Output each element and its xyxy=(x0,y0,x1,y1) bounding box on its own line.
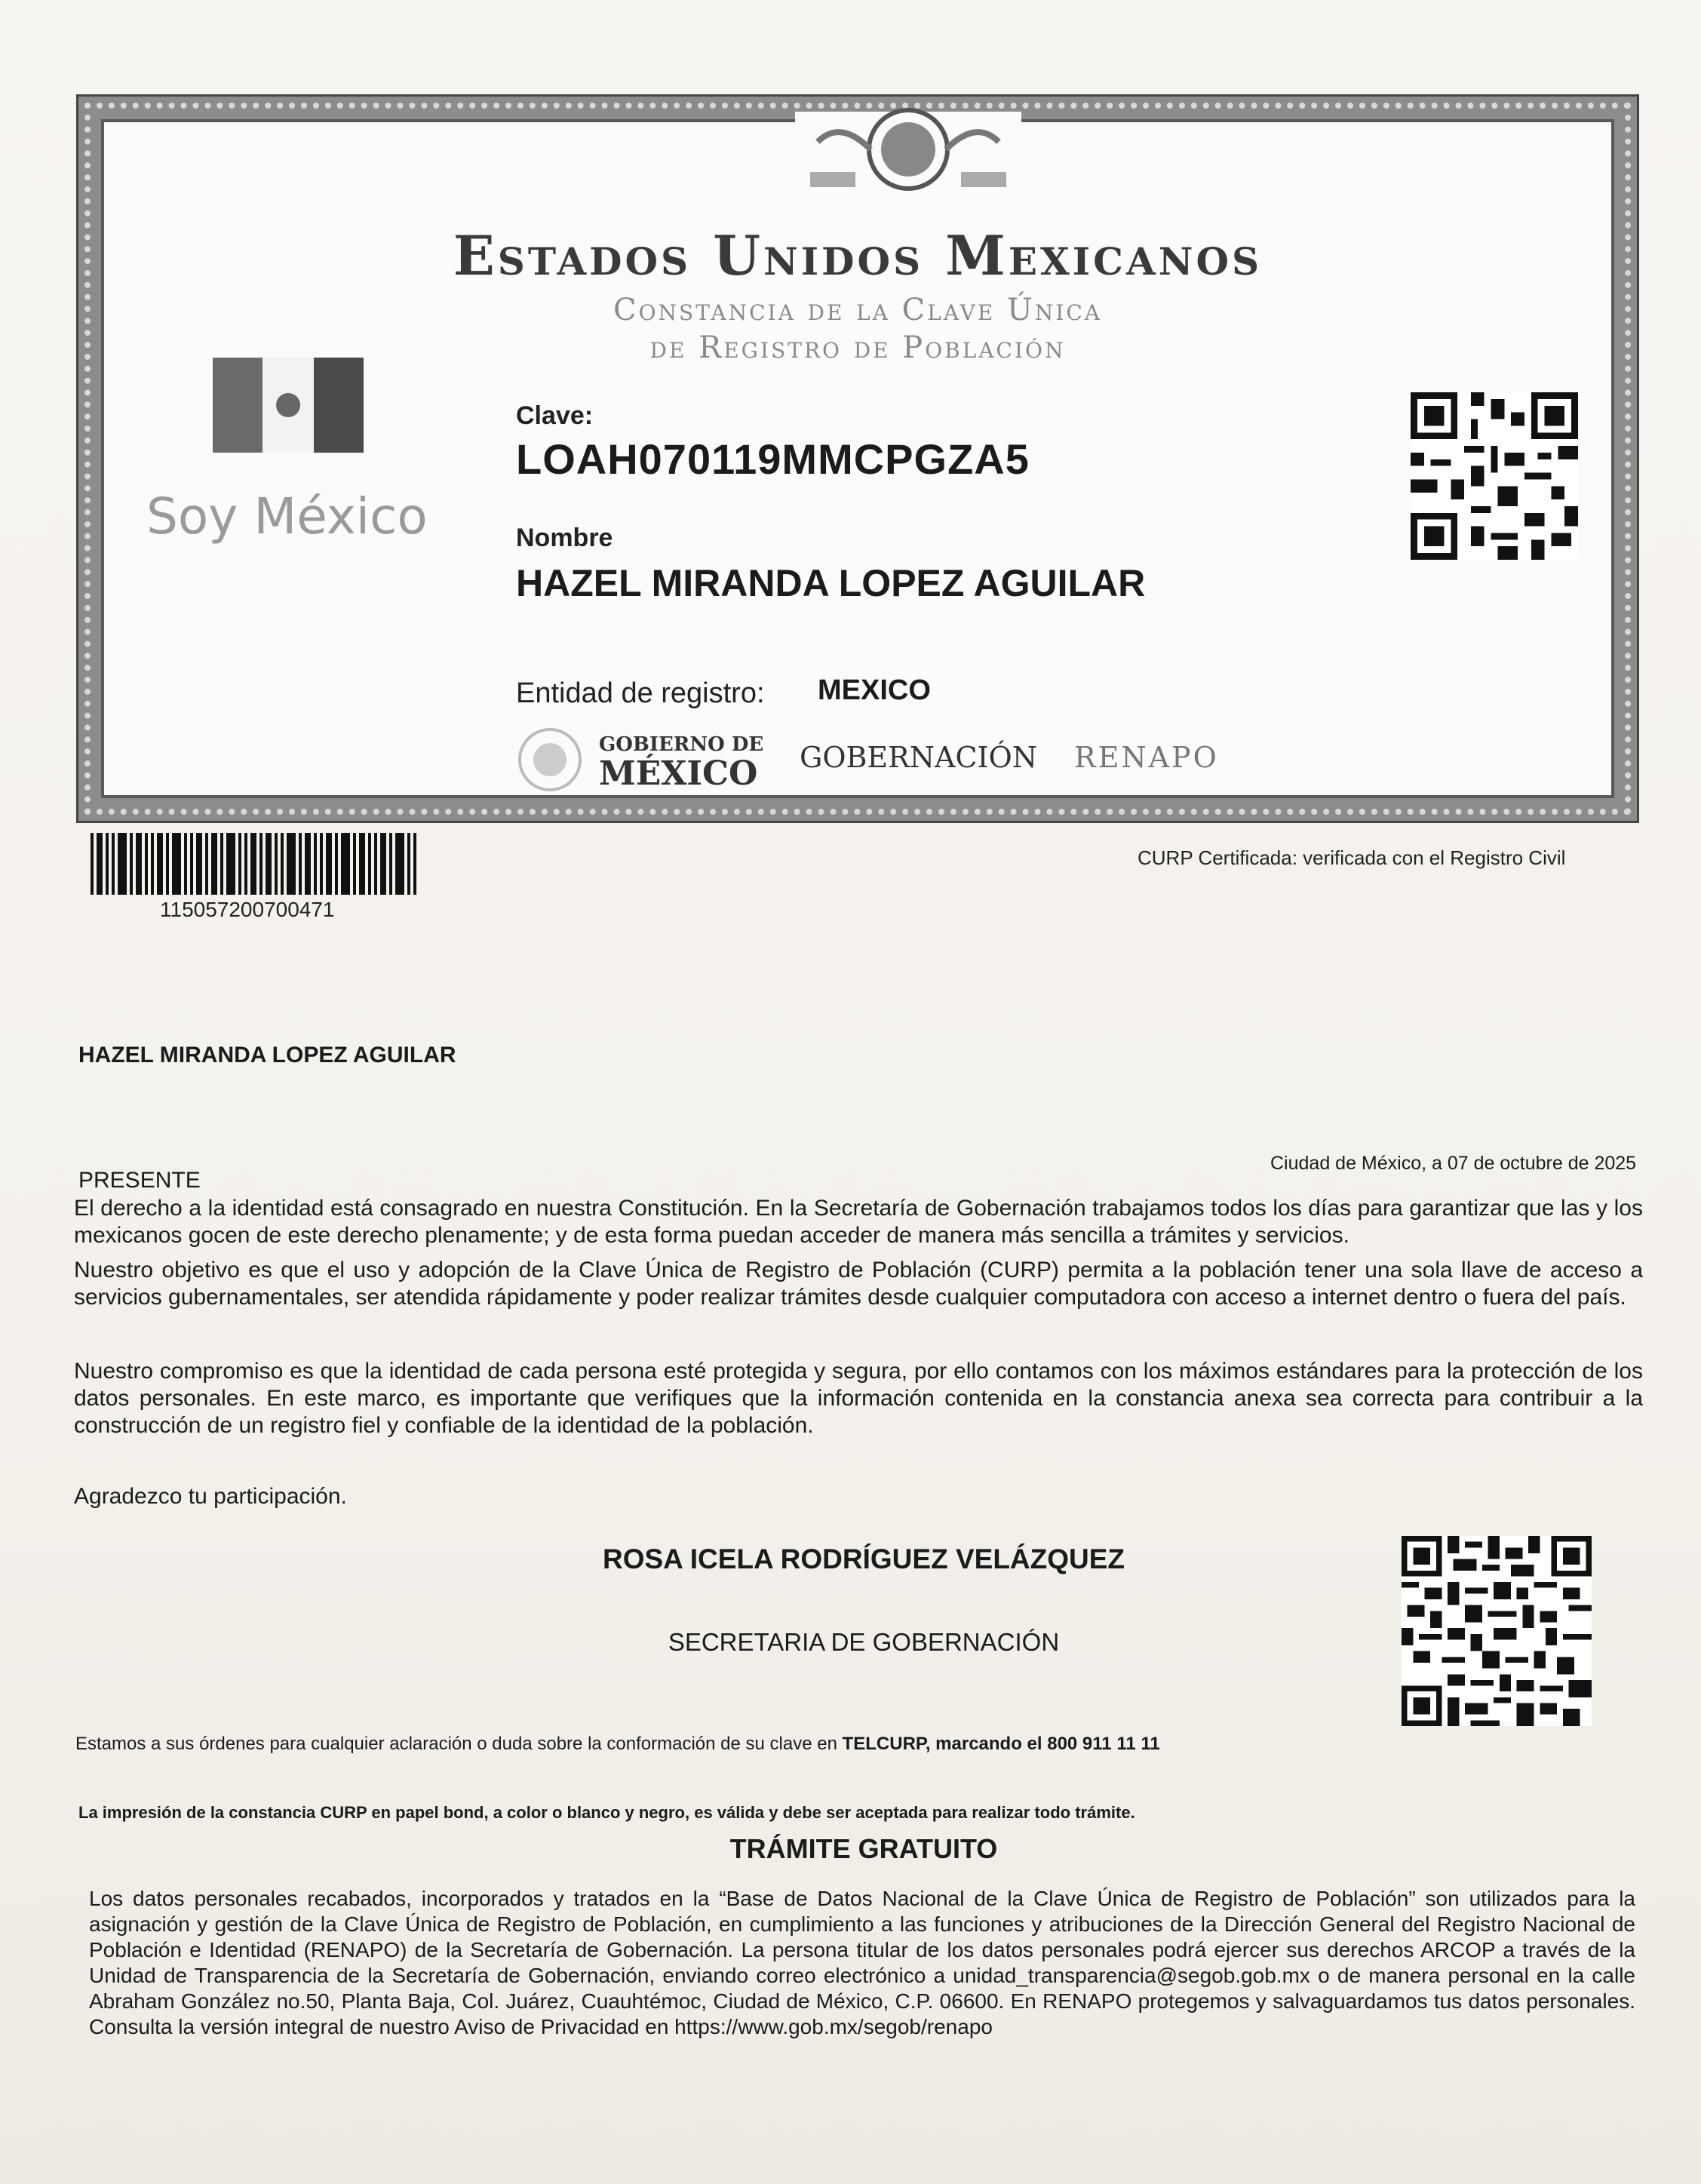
nombre-label: Nombre xyxy=(516,524,613,552)
qr-code-icon xyxy=(1402,1536,1592,1726)
signer-title: SECRETARIA DE GOBERNACIÓN xyxy=(668,1628,1060,1656)
telcurp-phone: TELCURP, marcando el 800 911 11 11 xyxy=(842,1734,1160,1754)
gobierno-logo-line2: MÉXICO xyxy=(599,754,758,793)
curp-certificate xyxy=(78,97,1637,821)
signer-name: ROSA ICELA RODRÍGUEZ VELÁZQUEZ xyxy=(602,1544,1125,1574)
letter-paragraph-2: Nuestro objetivo es que el uso y adopción de la Clave Única de Registro de Población (CURP) permita a la población tener una sola llave de acceso a servicios gubernamentales, ser atendida rápidamente y poder realizar trámites desde cualquier computadora con acceso a internet dentro o fuera del país. xyxy=(74,1258,1643,1310)
letter-paragraph-1: El derecho a la identidad está consagrado en nuestra Constitución. En la Secretaría de Gobernación trabajamos todos los días para garantizar que las y los mexicanos gocen de este derecho plenamente; y de esta forma puedan acceder de manera más sencilla a trámites y servicios. xyxy=(74,1196,1643,1248)
certification-note: CURP Certificada: verificada con el Registro Civil xyxy=(1138,846,1566,869)
letter-date: Ciudad de México, a 07 de octubre de 2025 xyxy=(1270,1153,1637,1174)
print-validity-note: La impresión de la constancia CURP en papel bond, a color o blanco y negro, es válida y debe ser aceptada para realizar todo trámite. xyxy=(78,1803,1135,1822)
letter-closing: Agradezco tu participación. xyxy=(74,1484,347,1509)
certificate-subtitle-line1: Constancia de la Clave Única xyxy=(613,293,1102,327)
country-title: Estados Unidos Mexicanos xyxy=(453,223,1263,287)
gobierno-seal-icon xyxy=(516,726,584,794)
privacy-notice: Los datos personales recabados, incorporados y tratados en la “Base de Datos Nacional de la Clave Única de Registro de Población” son utilizados para la asignación y gestión de la Clave Única de Registro de Población, en cumplimiento a las funciones y atribuciones de la Dirección General del Registro Nacional de Población e Identidad (RENAPO) de la Secretaría de Gobernación. La persona titular de los datos personales podrá ejercer sus derechos ARCOP a través de la Unidad de Transparencia de la Secretaría de Gobernación, enviando correo electrónico a unidad_transparencia@segob.gob.mx o de manera personal en la calle Abraham González no.50, Planta Baja, Col. Juárez, Cuauhtémoc, Ciudad de México, C.P. 06600. En RENAPO protegemos y salvaguardamos tus datos personales. Consulta la versión integral de nuestro Aviso de Privacidad en https://www.gob.mx/segob/renapo xyxy=(89,1887,1635,2038)
government-logos xyxy=(516,723,1270,806)
barcode-number: 115057200700471 xyxy=(160,898,335,921)
soy-mexico-logo: Soy México xyxy=(146,487,428,545)
gobernacion-logo: GOBERNACIÓN xyxy=(800,741,1037,774)
clave-value: LOAH070119MMCPGZA5 xyxy=(516,435,1030,483)
entidad-value: MEXICO xyxy=(818,674,931,706)
contact-line xyxy=(75,1734,1160,1755)
nombre-value: HAZEL MIRANDA LOPEZ AGUILAR xyxy=(516,562,1146,604)
letter-addressee: HAZEL MIRANDA LOPEZ AGUILAR xyxy=(78,1043,456,1067)
certificate-subtitle-line2: de Registro de Población xyxy=(649,330,1066,365)
barcode-icon xyxy=(91,833,416,895)
national-crest-icon xyxy=(795,97,1021,210)
gobierno-logo-line1: GOBIERNO DE xyxy=(599,733,764,756)
letter-greeting: PRESENTE xyxy=(78,1168,201,1193)
clave-label: Clave: xyxy=(516,401,594,430)
contact-text: Estamos a sus órdenes para cualquier aclaración o duda sobre la conformación de su clave en xyxy=(75,1734,837,1754)
entidad-label: Entidad de registro: xyxy=(516,677,765,709)
mexico-flag-icon xyxy=(213,358,364,453)
renapo-logo: RENAPO xyxy=(1074,741,1219,774)
letter-paragraph-3: Nuestro compromiso es que la identidad de cada persona esté protegida y segura, por ello contamos con los máximos estándares para la protección de los datos personales. En este marco, es importante que verifiques que la información contenida en la constancia anexa sea correcta para contribuir a la construcción de un registro fiel y confiable de la identidad de la población. xyxy=(74,1359,1643,1438)
tramite-gratuito: TRÁMITE GRATUITO xyxy=(729,1833,998,1864)
qr-code-icon xyxy=(1411,392,1578,560)
